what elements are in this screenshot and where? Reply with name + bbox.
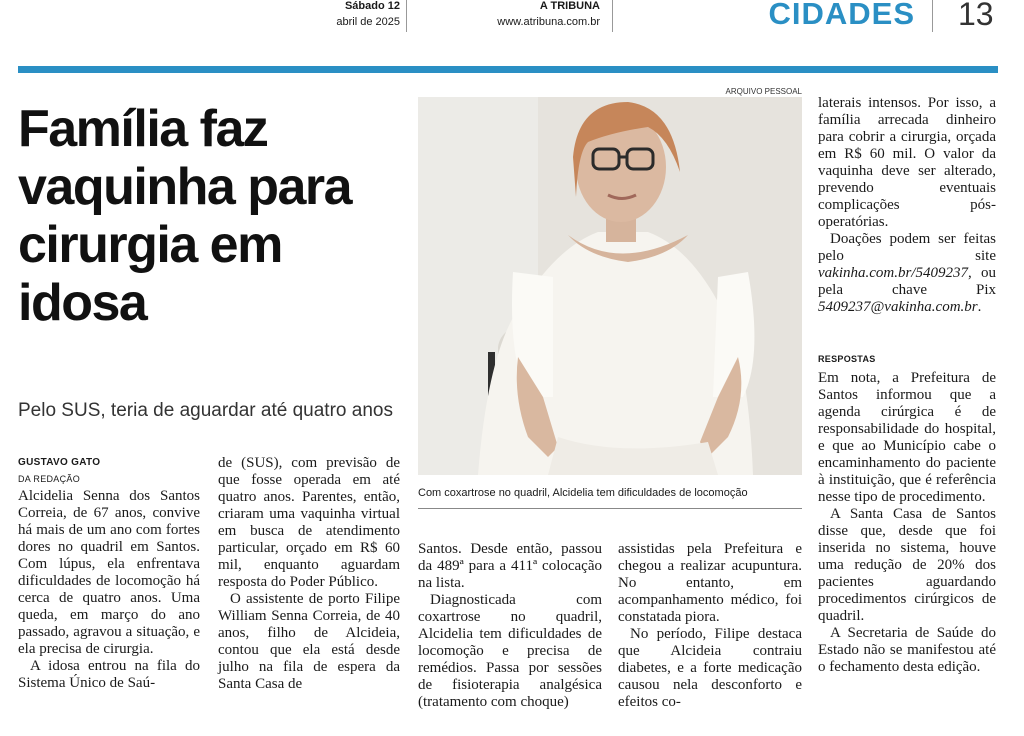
header-divider (406, 0, 407, 32)
donation-end: . (977, 299, 982, 315)
edition-day: Sábado 12 (344, 0, 400, 12)
header-divider (612, 0, 613, 32)
edition-date: abril de 2025 (336, 16, 400, 28)
woman-portrait-illustration (418, 97, 802, 475)
article-photo (418, 97, 802, 475)
page-number: 13 (958, 0, 994, 32)
body-column-4 (618, 541, 802, 711)
paragraph: Diagnosticada com coxartrose no quadril, Alcidelia tem dificuldades de locomoção e precisa de remédios. Passa por sessões de fisioterapia analgésica (tratamento com choque) (418, 592, 602, 710)
paragraph: Em nota, a Prefeitura de Santos informou que a agenda cirúrgica é de responsabilidade do hospital, e que ao Município cabe o encaminhamento do paciente à instituição, que é referência nesse tipo de procedimento. (818, 370, 996, 505)
respostas-kicker: RESPOSTAS (818, 354, 876, 364)
header-divider (932, 0, 933, 32)
publication-name: A TRIBUNA (539, 0, 600, 12)
body-column-5-top (818, 95, 996, 316)
byline-author: GUSTAVO GATO (18, 457, 101, 468)
headline: Família faz vaquinha para cirurgia em idosa (18, 100, 352, 332)
body-column-5-bottom (818, 370, 996, 676)
subheadline: Pelo SUS, teria de aguardar até quatro anos (18, 400, 393, 421)
donation-pix-key[interactable]: 5409237@vakinha.com.br (818, 299, 978, 315)
paragraph: Santos. Desde então, passou da 489ª para a 411ª colocação na lista. (418, 541, 602, 591)
paragraph: A Secretaria de Saúde do Estado não se manifestou até o fechamento desta edição. (818, 625, 996, 675)
donation-paragraph (818, 231, 996, 316)
body-column-3 (418, 541, 602, 711)
paragraph: A idosa entrou na fila do Sistema Único de Saú- (18, 658, 200, 691)
paragraph: A Santa Casa de Santos disse que, desde que foi inserida no sistema, houve uma redução de 20% dos pacientes aguardando procedimentos cirúrgicos de quadril. (818, 506, 996, 624)
publication-url[interactable]: www.atribuna.com.br (497, 16, 600, 28)
section-title: CIDADES (768, 0, 915, 31)
caption-divider (418, 508, 802, 509)
body-column-2 (218, 455, 400, 693)
section-color-bar (18, 66, 998, 73)
byline-role: DA REDAÇÃO (18, 474, 81, 484)
paragraph: Alcidelia Senna dos Santos Correia, de 67 anos, convive há mais de um ano com fortes dores no quadril em Santos. Com lúpus, ela enfrentava dificuldades de locomoção há cerca de quatro anos. Uma queda, em março do ano passado, agravou a situação, e ela precisa de cirurgia. (18, 488, 200, 657)
paragraph: O assistente de porto Filipe William Senna Correia, de 40 anos, filho de Alcideia, contou que ela está desde julho na fila de espera da Santa Casa de (218, 591, 400, 692)
paragraph: laterais intensos. Por isso, a família arrecada dinheiro para cobrir a cirurgia, orçada em R$ 60 mil. O valor da vaquinha deve ser alterado, prevendo eventuais complicações pós-operatórias. (818, 95, 996, 230)
paragraph: assistidas pela Prefeitura e chegou a realizar acupuntura. No entanto, em acompanhamento médico, foi constatada piora. (618, 541, 802, 625)
photo-caption: Com coxartrose no quadril, Alcidelia tem dificuldades de locomoção (418, 487, 748, 499)
paragraph: de (SUS), com previsão de que fosse operada em até quatro anos. Parentes, então, criaram uma vaquinha virtual em busca de atendimento particular, orçado em R$ 60 mil, enquanto aguardam resposta do Poder Público. (218, 455, 400, 590)
paragraph: No período, Filipe destaca que Alcideia contraiu diabetes, e a forte medicação causou nela desconforto e efeitos co- (618, 626, 802, 710)
body-column-1 (18, 488, 200, 692)
donation-site-link[interactable]: vakinha.com.br/5409237 (818, 265, 968, 281)
photo-credit: ARQUIVO PESSOAL (725, 87, 802, 96)
donation-middle: , ou pela chave Pix (818, 265, 996, 298)
donation-intro: Doações podem ser feitas pelo site (818, 231, 996, 264)
